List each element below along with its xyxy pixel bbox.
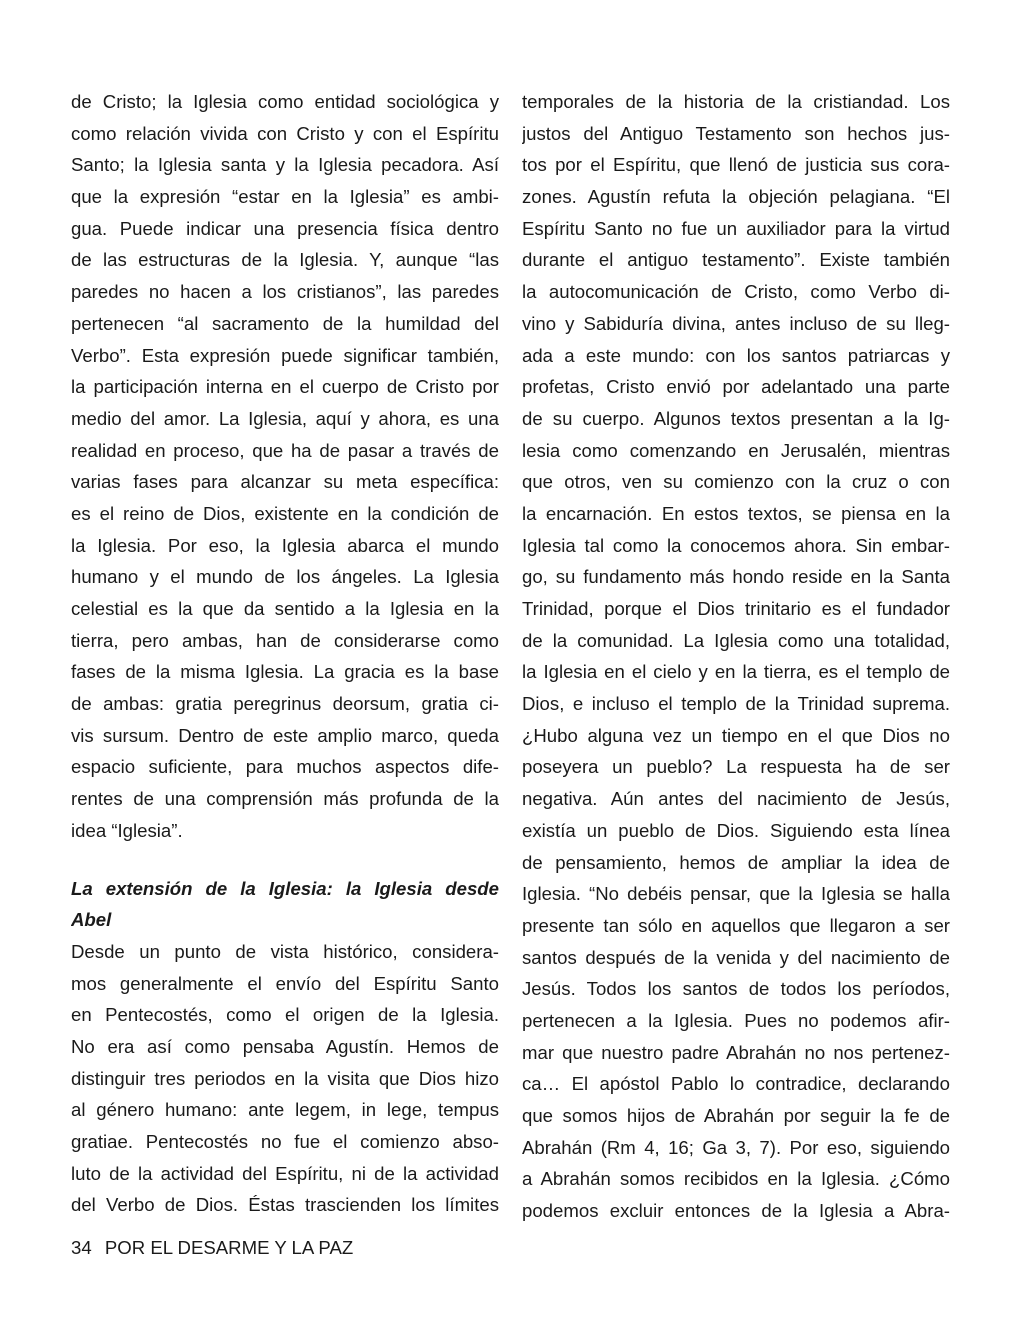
text-line: lesia como comenzando en Jerusalén, mientras: [522, 439, 950, 461]
text-line: Iglesia tal como la conocemos ahora. Sin embar-: [522, 534, 950, 556]
text-line: negativa. Aún antes del nacimiento de Jesús,: [522, 788, 950, 810]
text-line: poseyera un pueblo? La respuesta ha de ser: [522, 756, 950, 778]
text-line: como relación vivida con Cristo y con el Espíritu: [71, 122, 499, 144]
text-line: medio del amor. La Iglesia, aquí y ahora, es una: [71, 407, 499, 429]
text-line: Abrahán (Rm 4, 16; Ga 3, 7). Por eso, siguiendo: [522, 1136, 950, 1158]
text-line: gua. Puede indicar una presencia física dentro: [71, 217, 499, 239]
text-line: ¿Hubo alguna vez un tiempo en el que Dios no: [522, 724, 950, 746]
text-line: varias fases para alcanzar su meta específica:: [71, 471, 499, 493]
text-line: que somos hijos de Abrahán por seguir la fe de: [522, 1105, 950, 1126]
text-line: santos después de la venida y del nacimiento de: [522, 946, 950, 968]
text-line: espacio suficiente, para muchos aspectos dife-: [71, 756, 499, 778]
text-line: Jesús. Todos los santos de todos los períodos,: [522, 978, 950, 1000]
text-line: distinguir tres periodos en la visita que Dios hizo: [71, 1067, 499, 1089]
text-line: Dios, e incluso el templo de la Trinidad suprema.: [522, 693, 950, 715]
text-line: tos por el Espíritu, que llenó de justicia sus cora-: [522, 154, 950, 176]
page-footer: [71, 1236, 353, 1260]
text-line: del Verbo de Dios. Éstas trascienden los límites: [71, 1194, 499, 1216]
text-line: go, su fundamento más hondo reside en la Santa: [522, 566, 950, 588]
text-line: a Abrahán somos recibidos en la Iglesia. ¿Cómo: [522, 1168, 950, 1190]
text-line: Desde un punto de vista histórico, considera-: [71, 940, 499, 962]
text-line: presente tan sólo en aquellos que llegaron a ser: [522, 914, 950, 936]
text-line: Trinidad, porque el Dios trinitario es el fundador: [522, 598, 950, 619]
text-line: realidad en proceso, que ha de pasar a través de: [71, 439, 499, 461]
left-text-column: [71, 86, 499, 1221]
text-line: durante el antiguo testamento”. Existe también: [522, 249, 950, 271]
text-line: pertenecen a la Iglesia. Pues no podemos afir-: [522, 1009, 950, 1031]
text-line: luto de la actividad del Espíritu, ni de la actividad: [71, 1162, 499, 1184]
text-line: que la expresión “estar en la Iglesia” es ambi-: [71, 186, 499, 208]
text-line: zones. Agustín refuta la objeción pelagiana. “El: [522, 186, 950, 208]
text-line: Iglesia. “No debéis pensar, que la Iglesia se halla: [522, 883, 950, 905]
text-line: de su cuerpo. Algunos textos presentan a la Ig-: [522, 407, 950, 429]
text-line: en Pentecostés, como el origen de la Iglesia.: [71, 1004, 499, 1026]
text-line: No era así como pensaba Agustín. Hemos de: [71, 1035, 499, 1057]
paragraph-continued: [522, 86, 950, 1227]
text-line: La extensión de la Iglesia: la Iglesia desde: [71, 877, 499, 899]
text-line: existía un pueblo de Dios. Siguiendo esta línea: [522, 819, 950, 841]
right-text-column: [522, 86, 950, 1227]
text-line: profetas, Cristo envió por adelantado una parte: [522, 376, 950, 398]
text-line: de Cristo; la Iglesia como entidad sociológica y: [71, 91, 499, 112]
section-gap: [71, 847, 499, 873]
text-line: la encarnación. En estos textos, se piensa en la: [522, 502, 950, 524]
text-line: ca… El apóstol Pablo lo contradice, declarando: [522, 1073, 950, 1095]
text-line: fases de la misma Iglesia. La gracia es la base: [71, 661, 499, 683]
text-line: justos del Antiguo Testamento son hechos jus-: [522, 122, 950, 144]
text-line: humano y el mundo de los ángeles. La Iglesia: [71, 566, 499, 588]
text-line: rentes de una comprensión más profunda de la: [71, 788, 499, 810]
text-line: de la comunidad. La Iglesia como una totalidad,: [522, 629, 950, 651]
text-line: mar que nuestro padre Abrahán no nos pertenez-: [522, 1041, 950, 1063]
text-line: la Iglesia en el cielo y en la tierra, es el templo de: [522, 661, 950, 683]
text-line: tierra, pero ambas, han de considerarse como: [71, 629, 499, 651]
page-number: 34: [71, 1237, 92, 1258]
publication-title: POR EL DESARME Y LA PAZ: [104, 1237, 354, 1258]
paragraph-section-start: [71, 936, 499, 1221]
text-line: de las estructuras de la Iglesia. Y, aunque “las: [71, 249, 499, 271]
text-line: que otros, ven su comienzo con la cruz o con: [522, 471, 950, 493]
text-line: al género humano: ante legem, in lege, tempus: [71, 1099, 499, 1121]
text-line: Verbo”. Esta expresión puede significar también,: [71, 344, 499, 366]
text-line: gratiae. Pentecostés no fue el comienzo abso-: [71, 1131, 499, 1152]
text-line: podemos excluir entonces de la Iglesia a Abra-: [522, 1200, 950, 1222]
text-line: es el reino de Dios, existente en la condición de: [71, 502, 499, 524]
text-line: Santo; la Iglesia santa y la Iglesia pecadora. Así: [71, 154, 499, 176]
text-line: la autocomunicación de Cristo, como Verbo di-: [522, 281, 950, 303]
paragraph-intro: [71, 86, 499, 847]
text-line: vino y Sabiduría divina, antes incluso de su lleg-: [522, 312, 950, 334]
text-line: temporales de la historia de la cristiandad. Los: [522, 91, 950, 112]
text-line: la Iglesia. Por eso, la Iglesia abarca el mundo: [71, 534, 499, 556]
section-heading: [71, 873, 499, 936]
text-line: de pensamiento, hemos de ampliar la idea de: [522, 851, 950, 873]
text-line: Espíritu Santo no fue un auxiliador para la virtud: [522, 217, 950, 239]
text-line: vis sursum. Dentro de este amplio marco, queda: [71, 724, 499, 746]
text-line: de ambas: gratia peregrinus deorsum, gratia ci-: [71, 693, 499, 715]
text-line: la participación interna en el cuerpo de Cristo por: [71, 376, 499, 398]
text-line: mos generalmente el envío del Espíritu Santo: [71, 972, 499, 994]
text-line: idea “Iglesia”.: [71, 819, 183, 841]
text-line: celestial es la que da sentido a la Iglesia en la: [71, 598, 499, 619]
text-line: ada a este mundo: con los santos patriarcas y: [522, 344, 950, 366]
text-line: Abel: [71, 909, 112, 931]
text-line: paredes no hacen a los cristianos”, las paredes: [71, 281, 499, 303]
text-line: pertenecen “al sacramento de la humildad del: [71, 312, 499, 334]
